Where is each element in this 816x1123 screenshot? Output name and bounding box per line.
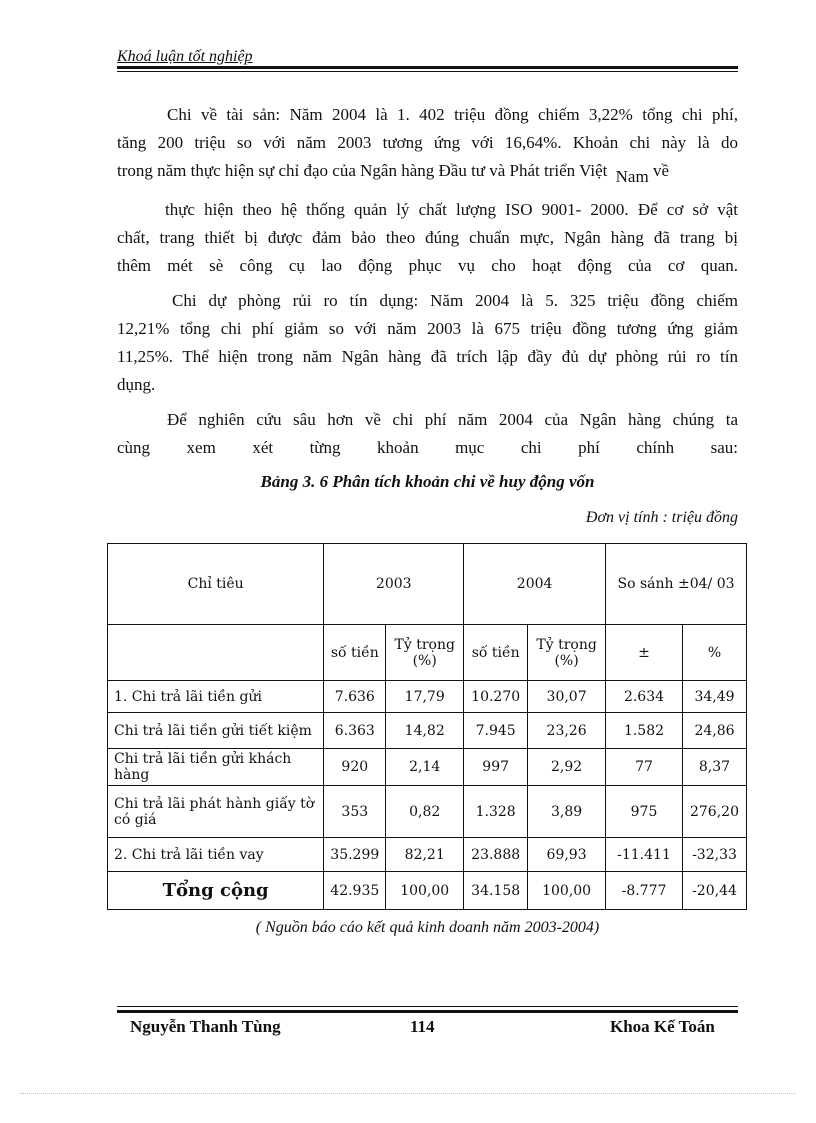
paragraph-line: chất, trang thiết bị được đảm bảo theo đúng chuẩn mực, Ngân hàng đã trang bị xyxy=(117,228,738,247)
table-row xyxy=(108,786,747,838)
cell: 276,20 xyxy=(682,786,746,838)
cell: 34.158 xyxy=(464,872,528,910)
cell: 69,93 xyxy=(528,838,606,872)
footer-author: Nguyễn Thanh Tùng xyxy=(130,1017,281,1036)
table-subheader-row xyxy=(108,625,747,681)
cell: 23,26 xyxy=(528,713,606,749)
subheader-empty xyxy=(108,625,324,681)
header-indicator: Chỉ tiêu xyxy=(108,544,324,625)
cell: 1.582 xyxy=(606,713,683,749)
cell: 353 xyxy=(324,786,386,838)
cell: 82,21 xyxy=(386,838,464,872)
header-2003: 2003 xyxy=(324,544,464,625)
cell: 10.270 xyxy=(464,681,528,713)
header-compare: So sánh ±04/ 03 xyxy=(606,544,747,625)
cell: 23.888 xyxy=(464,838,528,872)
row-label: 2. Chi trả lãi tiền vay xyxy=(108,838,324,872)
paragraph-text: về xyxy=(652,161,669,180)
paragraph-line-mixed xyxy=(117,157,738,185)
paragraph-line: thực hiện theo hệ thống quản lý chất lượng ISO 9001- 2000. Để cơ sở vật xyxy=(165,200,738,219)
cell: 30,07 xyxy=(528,681,606,713)
subheader-amount-2003: số tiền xyxy=(324,625,386,681)
paragraph-line: dụng. xyxy=(117,375,156,394)
cell: 920 xyxy=(324,749,386,786)
paragraph-line: thêm mét sè công cụ lao động phục vụ cho hoạt động của cơ quan. xyxy=(117,256,738,275)
cell: 100,00 xyxy=(528,872,606,910)
paragraph-text: trong năm thực hiện sự chỉ đạo của Ngân hàng Đầu tư và Phát triển Việt xyxy=(117,161,608,180)
paragraph-text: Nam xyxy=(615,167,649,186)
table-caption: Bảng 3. 6 Phân tích khoản chi về huy động vốn xyxy=(260,472,595,491)
cell: -20,44 xyxy=(682,872,746,910)
total-label: Tổng cộng xyxy=(108,872,324,910)
cell: 2,14 xyxy=(386,749,464,786)
table-header-row xyxy=(108,544,747,625)
cell: 975 xyxy=(606,786,683,838)
table-row xyxy=(108,713,747,749)
running-header: Khoá luận tốt nghiệp xyxy=(117,48,253,65)
header-rule-thin xyxy=(117,71,738,72)
table-row xyxy=(108,749,747,786)
paragraph-line: Chi dự phòng rủi ro tín dụng: Năm 2004 là 5. 325 triệu đồng chiếm xyxy=(172,291,738,310)
cell: 8,37 xyxy=(682,749,746,786)
cell: 6.363 xyxy=(324,713,386,749)
footer-page-number: 114 xyxy=(410,1017,435,1036)
table-total-row xyxy=(108,872,747,910)
footer-department: Khoa Kế Toán xyxy=(610,1017,715,1036)
paragraph-line: tăng 200 triệu so với năm 2003 tương ứng với 16,64%. Khoản chi này là do xyxy=(117,133,738,152)
subheader-pm: ± xyxy=(606,625,683,681)
row-label: 1. Chi trả lãi tiền gửi xyxy=(108,681,324,713)
cell: -11.411 xyxy=(606,838,683,872)
cell: 17,79 xyxy=(386,681,464,713)
row-label: Chi trả lãi phát hành giấy tờ có giá xyxy=(108,786,324,838)
cell: 1.328 xyxy=(464,786,528,838)
cell: 0,82 xyxy=(386,786,464,838)
table-unit: Đơn vị tính : triệu đồng xyxy=(585,509,738,526)
cell: 14,82 xyxy=(386,713,464,749)
header-rule-thick xyxy=(117,66,738,69)
cell: 24,86 xyxy=(682,713,746,749)
expense-table xyxy=(107,543,747,910)
cell: 34,49 xyxy=(682,681,746,713)
footer-rule-thin xyxy=(117,1006,738,1007)
cell: -32,33 xyxy=(682,838,746,872)
cell: 997 xyxy=(464,749,528,786)
row-label: Chi trả lãi tiền gửi tiết kiệm xyxy=(108,713,324,749)
cell: 42.935 xyxy=(324,872,386,910)
paragraph-line: 11,25%. Thể hiện trong năm Ngân hàng đã trích lập đầy đủ dự phòng rủi ro tín xyxy=(117,347,738,366)
subheader-pct: % xyxy=(682,625,746,681)
page-edge-divider xyxy=(20,1093,796,1094)
cell: 77 xyxy=(606,749,683,786)
cell: 2.634 xyxy=(606,681,683,713)
paragraph-line: 12,21% tổng chi phí giảm so với năm 2003 là 675 triệu đồng tương ứng giảm xyxy=(117,319,738,338)
subheader-ratio-2004: Tỷ trọng (%) xyxy=(528,625,606,681)
cell: 7.945 xyxy=(464,713,528,749)
footer-rule-thick xyxy=(117,1010,738,1013)
cell: 7.636 xyxy=(324,681,386,713)
paragraph-line: Chi về tài sản: Năm 2004 là 1. 402 triệu đồng chiếm 3,22% tổng chi phí, xyxy=(167,105,738,124)
table-row xyxy=(108,838,747,872)
row-label: Chi trả lãi tiền gửi khách hàng xyxy=(108,749,324,786)
cell: 2,92 xyxy=(528,749,606,786)
subheader-ratio-2003: Tỷ trọng (%) xyxy=(386,625,464,681)
cell: 35.299 xyxy=(324,838,386,872)
subheader-amount-2004: số tiền xyxy=(464,625,528,681)
cell: -8.777 xyxy=(606,872,683,910)
cell: 100,00 xyxy=(386,872,464,910)
paragraph-line: cùng xem xét từng khoản mục chi phí chính sau: xyxy=(117,438,738,457)
header-2004: 2004 xyxy=(464,544,606,625)
paragraph-line: Để nghiên cứu sâu hơn về chi phí năm 2004 của Ngân hàng chúng ta xyxy=(167,410,738,429)
cell: 3,89 xyxy=(528,786,606,838)
table-row xyxy=(108,681,747,713)
table-source: ( Nguồn báo cáo kết quả kinh doanh năm 2003-2004) xyxy=(255,919,600,936)
